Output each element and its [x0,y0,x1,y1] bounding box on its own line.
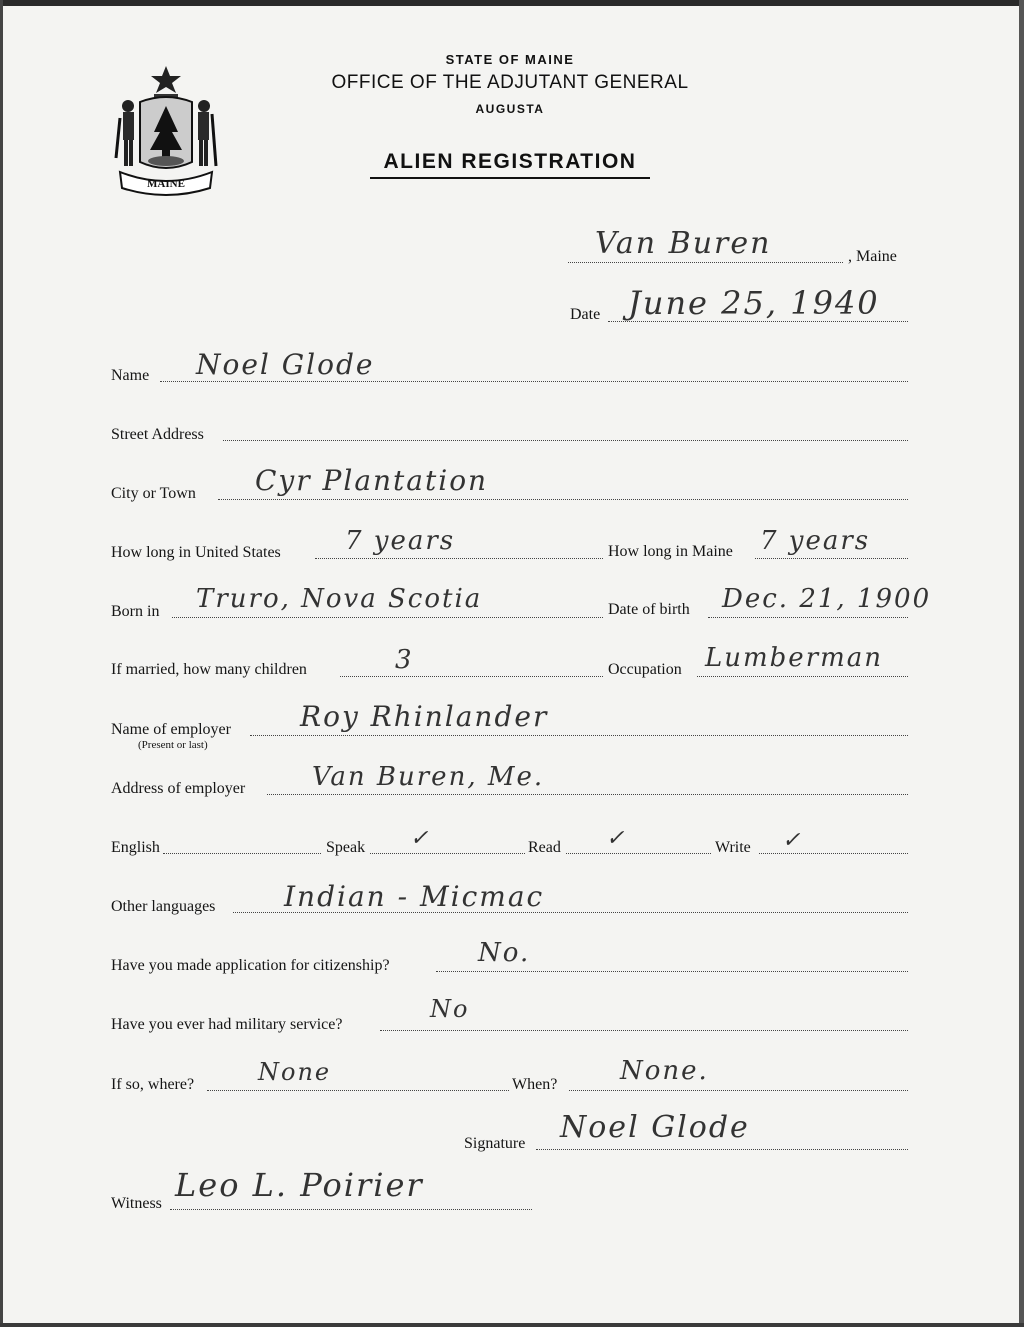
location-line [568,262,843,263]
location-value: Van Buren [595,226,772,261]
name-value: Noel Glode [196,348,375,381]
speak-check: ✓ [410,826,431,851]
employer-address-label: Address of employer [111,780,246,797]
scan-edge-top [0,0,1024,6]
street-address-line [223,440,908,441]
write-label: Write [715,839,751,856]
signature-value: Noel Glode [560,1110,750,1145]
how-long-maine-label: How long in Maine [608,543,733,560]
witness-value: Leo L. Poirier [175,1166,424,1204]
other-languages-value: Indian - Micmac [284,880,545,913]
where-label: If so, where? [111,1076,195,1093]
how-long-maine-line [755,558,908,559]
children-line [340,676,603,677]
date-label: Date [570,306,601,323]
how-long-us-label: How long in United States [111,544,281,561]
other-languages-label: Other languages [111,898,216,915]
employer-address-line [267,794,908,795]
employer-label: Name of employer [111,721,231,738]
seal-banner-text: MAINE [147,178,185,190]
location-suffix: , Maine [848,248,897,265]
scan-edge-right [1019,0,1024,1327]
city-label: City or Town [111,485,196,502]
write-check: ✓ [782,828,803,853]
employer-line [250,735,908,736]
citizenship-value: No. [478,938,531,968]
scan-edge-left [0,0,3,1327]
read-line [566,853,711,854]
form-title: ALIEN REGISTRATION [383,150,637,173]
date-of-birth-line [708,617,908,618]
children-value: 3 [395,645,414,675]
when-value: None. [620,1056,709,1086]
occupation-value: Lumberman [705,643,884,673]
born-in-label: Born in [111,603,160,620]
how-long-us-line [315,558,603,559]
speak-line [370,853,525,854]
military-label: Have you ever had military service? [111,1016,343,1033]
employer-address-value: Van Buren, Me. [312,762,545,792]
military-value: No [430,995,470,1023]
street-address-label: Street Address [111,426,204,443]
name-line [160,381,908,382]
signature-line [536,1149,908,1150]
military-line [380,1030,908,1031]
citizenship-label: Have you made application for citizenship? [111,957,390,974]
citizenship-line [436,971,908,972]
witness-label: Witness [111,1195,162,1212]
occupation-line [697,676,908,677]
born-in-line [172,617,603,618]
when-label: When? [512,1076,558,1093]
office-heading: OFFICE OF THE ADJUTANT GENERAL [331,72,689,93]
english-line [163,853,321,854]
employer-value: Roy Rhinlander [300,700,549,733]
city-value: Cyr Plantation [255,464,489,497]
where-value: None [258,1058,332,1086]
date-of-birth-value: Dec. 21, 1900 [722,584,932,614]
occupation-label: Occupation [608,661,682,678]
read-check: ✓ [606,826,627,851]
speak-label: Speak [326,839,366,856]
read-label: Read [528,839,561,856]
children-label: If married, how many children [111,661,307,678]
write-line [759,853,908,854]
born-in-value: Truro, Nova Scotia [196,584,483,614]
witness-line [170,1209,532,1210]
how-long-maine-value: 7 years [760,526,871,556]
where-line [207,1090,509,1091]
name-label: Name [111,367,150,384]
maine-state-seal-icon [110,62,222,197]
date-of-birth-label: Date of birth [608,601,690,618]
how-long-us-value: 7 years [345,526,456,556]
employer-note: (Present or last) [138,739,208,751]
scan-edge-bottom [0,1323,1024,1327]
english-label: English [111,839,160,856]
city-line [218,499,908,500]
signature-label: Signature [464,1135,526,1152]
form-title-underline [370,177,650,179]
date-value: June 25, 1940 [628,284,880,322]
city-heading: AUGUSTA [475,102,545,116]
when-line [569,1090,908,1091]
state-heading: STATE OF MAINE [445,52,575,67]
